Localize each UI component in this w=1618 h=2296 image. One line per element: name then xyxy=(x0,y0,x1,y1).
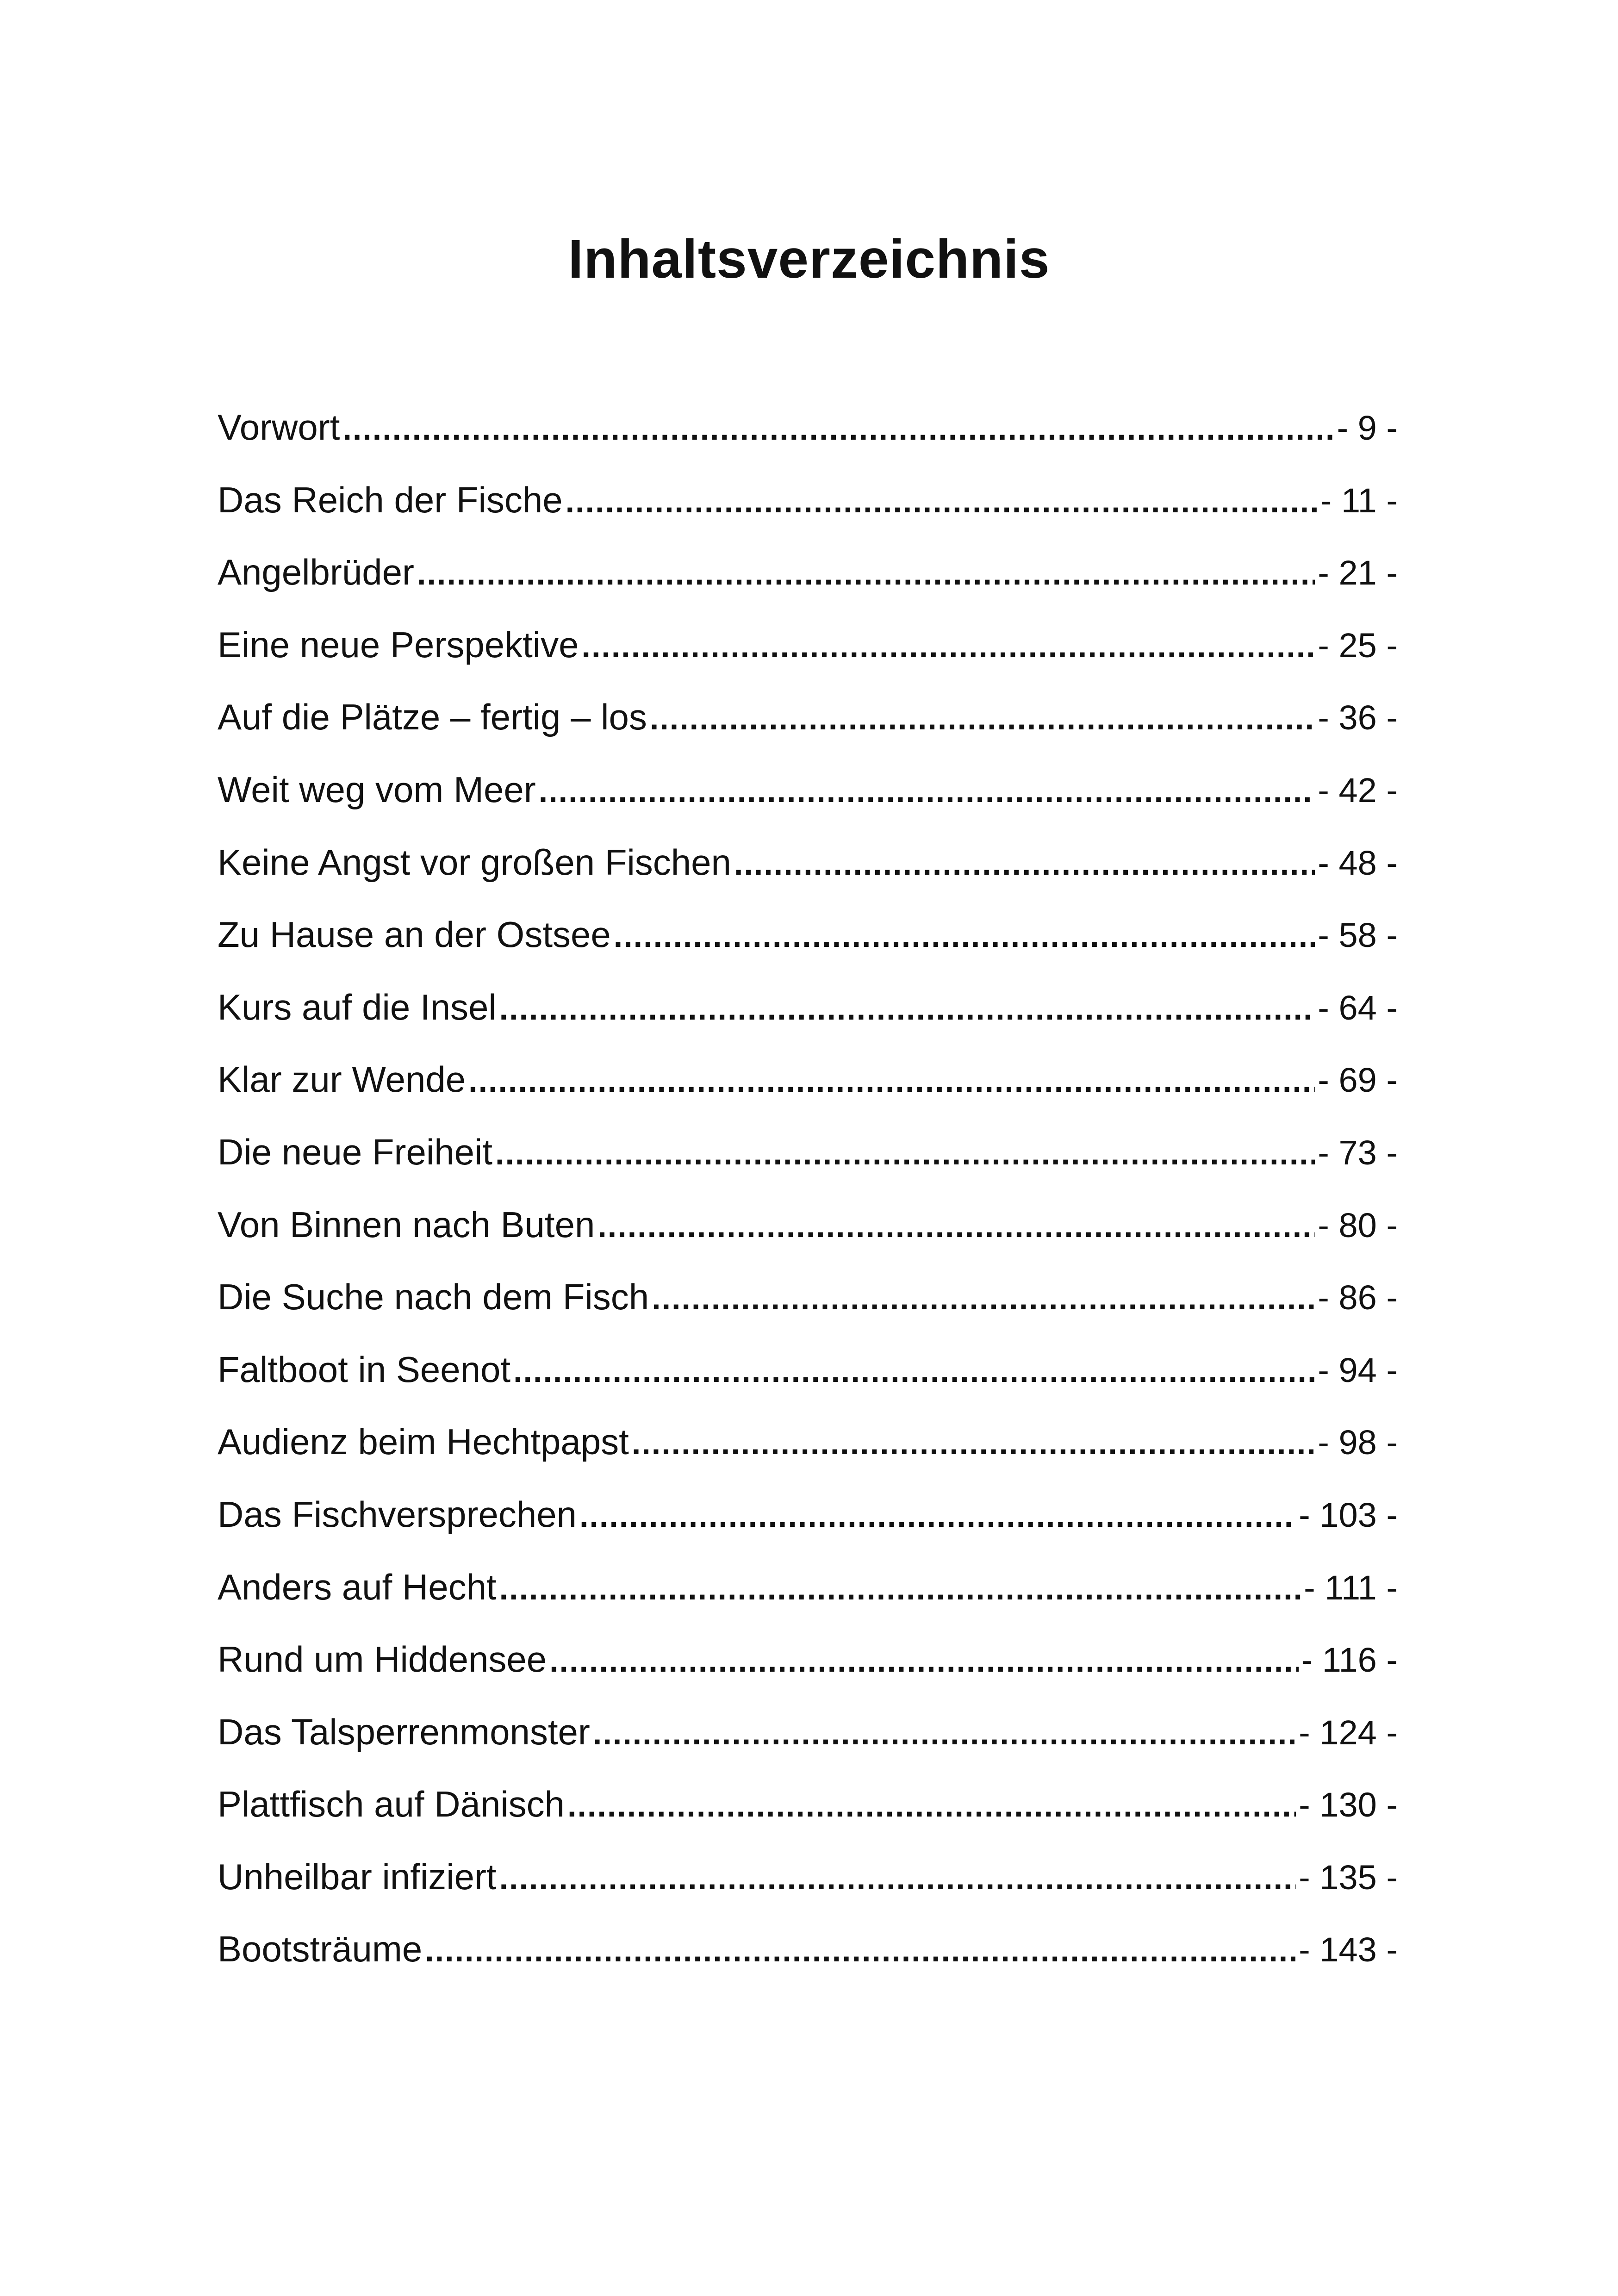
toc-entry-label: Anders auf Hecht xyxy=(218,1566,497,1607)
toc-dot-leader xyxy=(579,1480,1296,1552)
toc-entry-label: Angelbrüder xyxy=(218,552,414,593)
toc-entry-page: - 64 - xyxy=(1318,988,1398,1027)
toc-entry-page: - 48 - xyxy=(1318,843,1398,882)
toc-entry xyxy=(218,391,1398,464)
toc-entry xyxy=(218,1478,1398,1551)
toc-dot-leader xyxy=(417,537,1315,610)
toc-entry-page: - 135 - xyxy=(1299,1858,1398,1897)
toc-entry-label: Eine neue Perspektive xyxy=(218,624,579,665)
toc-entry-page: - 73 - xyxy=(1318,1133,1398,1172)
toc-entry-label: Das Reich der Fische xyxy=(218,479,563,520)
toc-dot-leader xyxy=(566,465,1318,537)
toc-entry-page: - 69 - xyxy=(1318,1061,1398,1100)
toc-dot-leader xyxy=(495,1117,1315,1189)
toc-entry-page: - 25 - xyxy=(1318,626,1398,665)
toc-dot-leader xyxy=(614,900,1315,972)
toc-entry xyxy=(218,1696,1398,1768)
toc-entry-label: Vorwort xyxy=(218,407,340,448)
toc-entry xyxy=(218,1043,1398,1116)
toc-entry-page: - 42 - xyxy=(1318,771,1398,809)
toc-entry-label: Das Fischversprechen xyxy=(218,1493,577,1535)
toc-entry xyxy=(218,1623,1398,1696)
toc-entry-page: - 58 - xyxy=(1318,916,1398,955)
table-of-contents xyxy=(218,391,1398,1985)
toc-entry xyxy=(218,1116,1398,1188)
toc-dot-leader xyxy=(567,1769,1296,1842)
toc-entry xyxy=(218,1333,1398,1406)
toc-dot-leader xyxy=(499,972,1315,1045)
toc-entry xyxy=(218,971,1398,1044)
toc-dot-leader xyxy=(650,682,1315,754)
toc-entry-page: - 116 - xyxy=(1301,1641,1398,1680)
toc-entry-page: - 103 - xyxy=(1299,1495,1398,1534)
toc-entry-label: Kurs auf die Insel xyxy=(218,986,497,1027)
toc-dot-leader xyxy=(593,1697,1296,1769)
toc-entry-page: - 94 - xyxy=(1318,1350,1398,1389)
toc-dot-leader xyxy=(597,1190,1315,1262)
toc-entry xyxy=(218,898,1398,971)
toc-entry-page: - 111 - xyxy=(1304,1568,1398,1607)
toc-entry-label: Unheilbar infiziert xyxy=(218,1856,497,1897)
toc-entry-label: Faltboot in Seenot xyxy=(218,1349,511,1390)
toc-entry xyxy=(218,609,1398,681)
toc-entry-page: - 124 - xyxy=(1299,1713,1398,1752)
toc-entry-label: Die neue Freiheit xyxy=(218,1131,492,1172)
toc-entry-label: Rund um Hiddensee xyxy=(218,1639,547,1680)
toc-entry xyxy=(218,464,1398,536)
toc-entry-label: Auf die Plätze – fertig – los xyxy=(218,697,647,738)
toc-entry xyxy=(218,1768,1398,1841)
toc-entry-page: - 9 - xyxy=(1337,409,1398,447)
toc-entry-label: Klar zur Wende xyxy=(218,1059,466,1100)
toc-dot-leader xyxy=(632,1407,1315,1479)
toc-dot-leader xyxy=(499,1552,1301,1624)
toc-entry-label: Bootsträume xyxy=(218,1929,423,1970)
toc-entry-label: Weit weg vom Meer xyxy=(218,769,536,810)
toc-entry-page: - 98 - xyxy=(1318,1423,1398,1462)
toc-dot-leader xyxy=(549,1624,1299,1697)
toc-entry-label: Audienz beim Hechtpapst xyxy=(218,1421,629,1462)
toc-entry-label: Das Talsperrenmonster xyxy=(218,1711,590,1752)
toc-dot-leader xyxy=(499,1842,1296,1914)
toc-entry xyxy=(218,681,1398,753)
toc-dot-leader xyxy=(582,610,1315,682)
toc-dot-leader xyxy=(513,1335,1315,1407)
toc-entry xyxy=(218,1913,1398,1985)
toc-entry-page: - 86 - xyxy=(1318,1278,1398,1317)
toc-entry xyxy=(218,536,1398,609)
toc-entry-page: - 130 - xyxy=(1299,1786,1398,1824)
toc-entry-label: Zu Hause an der Ostsee xyxy=(218,914,611,955)
toc-entry-page: - 143 - xyxy=(1299,1930,1398,1969)
toc-entry xyxy=(218,1188,1398,1261)
toc-entry xyxy=(218,1261,1398,1333)
page-title: Inhaltsverzeichnis xyxy=(568,229,1050,290)
toc-entry-page: - 36 - xyxy=(1318,698,1398,737)
toc-entry-label: Die Suche nach dem Fisch xyxy=(218,1276,649,1318)
toc-entry xyxy=(218,826,1398,899)
toc-dot-leader xyxy=(468,1045,1315,1117)
toc-entry-page: - 80 - xyxy=(1318,1206,1398,1244)
toc-entry-label: Plattfisch auf Dänisch xyxy=(218,1784,565,1825)
toc-dot-leader xyxy=(539,755,1315,827)
toc-entry-page: - 21 - xyxy=(1318,554,1398,592)
toc-dot-leader xyxy=(425,1914,1296,1986)
toc-entry-label: Von Binnen nach Buten xyxy=(218,1204,595,1245)
toc-entry-page: - 11 - xyxy=(1320,481,1398,520)
toc-entry-label: Keine Angst vor großen Fischen xyxy=(218,841,731,883)
toc-entry xyxy=(218,1551,1398,1624)
toc-entry xyxy=(218,1841,1398,1913)
toc-entry xyxy=(218,1406,1398,1478)
toc-dot-leader xyxy=(652,1262,1315,1334)
toc-dot-leader xyxy=(734,828,1315,900)
toc-dot-leader xyxy=(342,392,1334,465)
toc-entry xyxy=(218,753,1398,826)
